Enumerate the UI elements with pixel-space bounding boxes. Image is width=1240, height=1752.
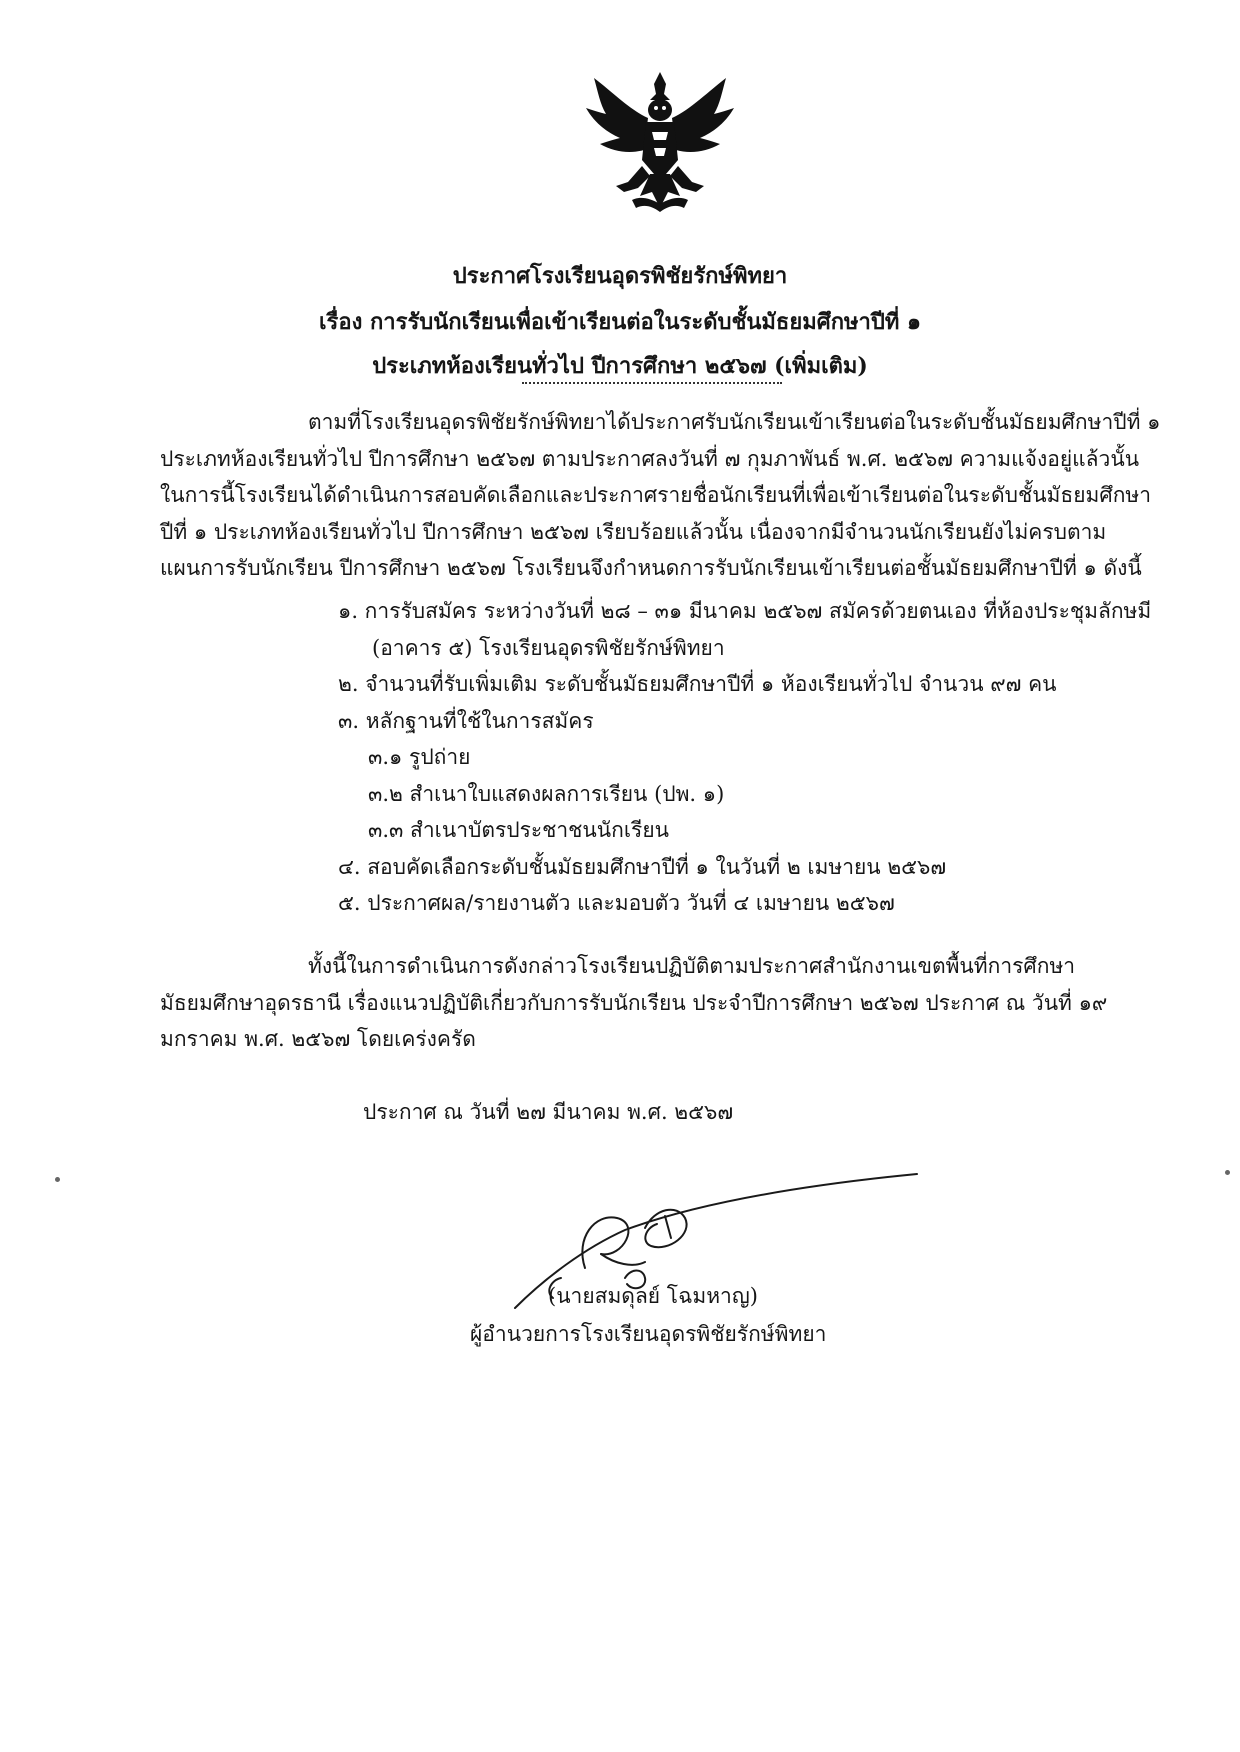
intro-paragraph [160,404,1161,587]
list-item-5: ๕. ประกาศผล/รายงานตัว และมอบตัว วันที่ ๔ เมษายน ๒๕๖๗ [338,891,895,915]
scan-speck [55,1177,60,1182]
list-item-1: ๑. การรับสมัคร ระหว่างวันที่ ๒๘ – ๓๑ มีนาคม ๒๕๖๗ สมัครด้วยตนเอง ที่ห้องประชุมลักษมี [338,599,1152,623]
list-item-2: ๒. จำนวนที่รับเพิ่มเติม ระดับชั้นมัธยมศึกษาปีที่ ๑ ห้องเรียนทั่วไป จำนวน ๙๗ คน [338,672,1057,696]
list-item-1-continued: (อาคาร ๕) โรงเรียนอุดรพิชัยรักษ์พิทยา [372,635,725,660]
intro-line: ประเภทห้องเรียนทั่วไป ปีการศึกษา ๒๕๖๗ ตามประกาศลงวันที่ ๗ กุมภาพันธ์ พ.ศ. ๒๕๖๗ ความแจ้งอยู่แล้วนั้น [160,446,1140,471]
scan-speck [1225,1170,1230,1175]
signer-position: ผู้อำนวยการโรงเรียนอุดรพิชัยรักษ์พิทยา [470,1322,827,1346]
intro-line: ในการนี้โรงเรียนได้ดำเนินการสอบคัดเลือกและประกาศรายชื่อนักเรียนที่เพื่อเข้าเรียนต่อในระดับชั้นมัธยมศึกษา [160,483,1152,507]
list-item-4: ๔. สอบคัดเลือกระดับชั้นมัธยมศึกษาปีที่ ๑ ในวันที่ ๒ เมษายน ๒๕๖๗ [338,854,947,879]
announcement-subtitle: ประเภทห้องเรียนทั่วไป ปีการศึกษา ๒๕๖๗ (เพิ่มเติม) [372,353,868,379]
announcement-title: ประกาศโรงเรียนอุดรพิชัยรักษ์พิทยา [452,263,788,289]
garuda-emblem-icon [580,70,740,220]
list-subitem-3-3: ๓.๓ สำเนาบัตรประชาชนนักเรียน [368,818,669,842]
numbered-list [338,593,1152,922]
signer-name: (นายสมดุลย์ โฉมหาญ) [548,1284,758,1308]
closing-line: มัธยมศึกษาอุดรธานี เรื่องแนวปฏิบัติเกี่ยวกับการรับนักเรียน ประจำปีการศึกษา ๒๕๖๗ ประกาศ ณ วันที่ ๑๙ [160,990,1108,1015]
closing-line: มกราคม พ.ศ. ๒๕๖๗ โดยเคร่งครัด [160,1027,476,1051]
dotted-divider [522,382,782,384]
intro-line: ปีที่ ๑ ประเภทห้องเรียนทั่วไป ปีการศึกษา ๒๕๖๗ เรียบร้อยแล้วนั้น เนื่องจากมีจำนวนนักเรียนยังไม่ครบตาม [160,519,1107,544]
list-item-3: ๓. หลักฐานที่ใช้ในการสมัคร [338,708,594,733]
intro-line: แผนการรับนักเรียน ปีการศึกษา ๒๕๖๗ โรงเรียนจึงกำหนดการรับนักเรียนเข้าเรียนต่อชั้นมัธยมศึกษาปีที่ ๑ ดังนี้ [160,556,1142,580]
intro-line: ตามที่โรงเรียนอุดรพิชัยรักษ์พิทยาได้ประกาศรับนักเรียนเข้าเรียนต่อในระดับชั้นมัธยมศึกษาปีที่ ๑ [308,410,1161,434]
closing-paragraph [160,948,1108,1058]
announcement-date: ประกาศ ณ วันที่ ๒๗ มีนาคม พ.ศ. ๒๕๖๗ [363,1100,734,1124]
list-subitem-3-1: ๓.๑ รูปถ่าย [368,745,471,769]
closing-line: ทั้งนี้ในการดำเนินการดังกล่าวโรงเรียนปฏิบัติตามประกาศสำนักงานเขตพื้นที่การศึกษา [308,954,1076,978]
announcement-subject: เรื่อง การรับนักเรียนเพื่อเข้าเรียนต่อในระดับชั้นมัธยมศึกษาปีที่ ๑ [319,309,921,335]
list-subitem-3-2: ๓.๒ สำเนาใบแสดงผลการเรียน (ปพ. ๑) [368,781,725,806]
